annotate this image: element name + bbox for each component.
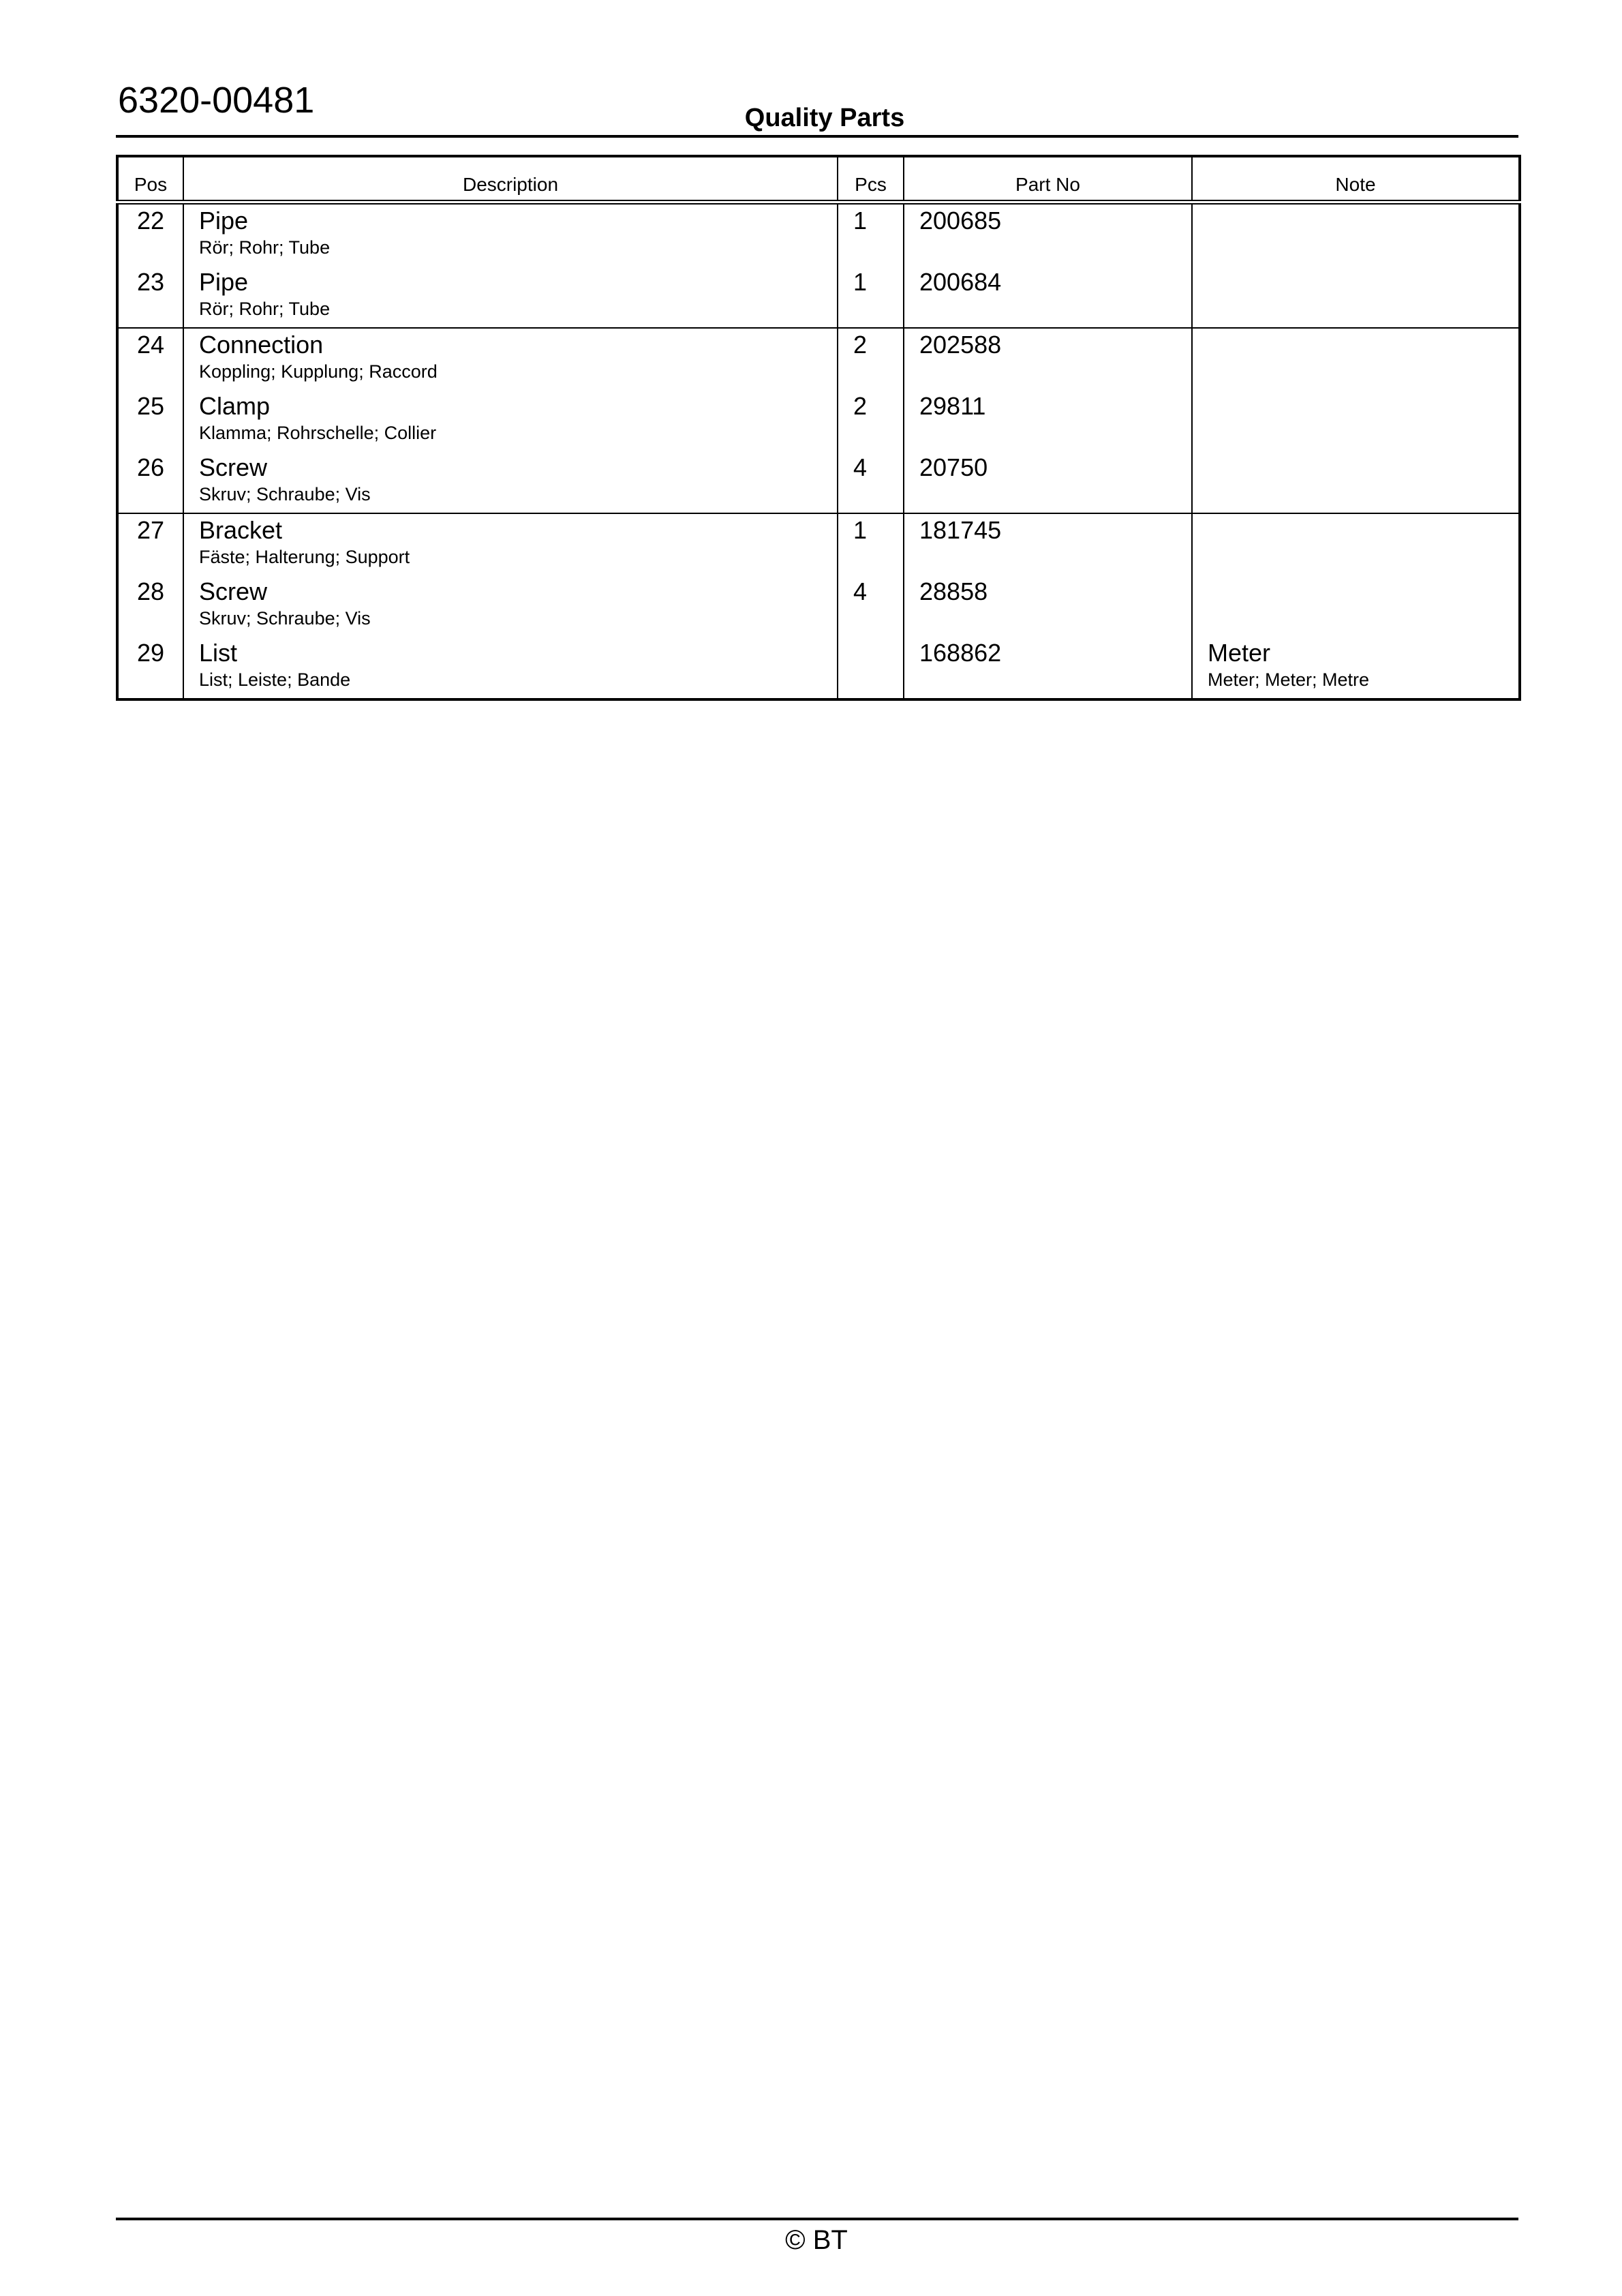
description-cell: [183, 513, 838, 575]
page-title: Quality Parts: [744, 104, 905, 132]
pos-cell: 23: [117, 266, 183, 328]
table-row: [117, 513, 1520, 575]
description-cell: [183, 328, 838, 390]
description-translations: Rör; Rohr; Tube: [199, 237, 331, 258]
part-no-cell: 181745: [904, 513, 1192, 575]
table-header-row: [117, 156, 1520, 202]
pos-cell: 29: [117, 637, 183, 699]
description-translations: List; Leiste; Bande: [199, 669, 351, 690]
description-text: Screw: [199, 453, 268, 481]
pcs-cell: 1: [838, 202, 904, 267]
footer-divider: [116, 2218, 1518, 2220]
pos-cell: 25: [117, 390, 183, 451]
pcs-cell: 2: [838, 390, 904, 451]
description-translations: Skruv; Schraube; Vis: [199, 608, 371, 629]
column-header-pcs: Pcs: [838, 156, 904, 202]
description-text: Pipe: [199, 268, 249, 296]
description-translations: Rör; Rohr; Tube: [199, 299, 331, 319]
pcs-cell: 1: [838, 513, 904, 575]
table-row: [117, 390, 1520, 451]
description-cell: [183, 451, 838, 513]
table-row: [117, 451, 1520, 513]
description-cell: [183, 575, 838, 637]
table-row: [117, 266, 1520, 328]
column-header-pos: Pos: [117, 156, 183, 202]
part-no-cell: 200684: [904, 266, 1192, 328]
description-text: Bracket: [199, 516, 283, 544]
description-cell: [183, 390, 838, 451]
column-header-note: Note: [1192, 156, 1520, 202]
column-header-description: Description: [183, 156, 838, 202]
description-cell: [183, 637, 838, 699]
note-cell: [1192, 575, 1520, 637]
table-row: [117, 575, 1520, 637]
description-text: List: [199, 639, 238, 667]
description-text: Connection: [199, 331, 324, 359]
description-text: Clamp: [199, 392, 271, 420]
part-no-cell: 20750: [904, 451, 1192, 513]
pos-cell: 27: [117, 513, 183, 575]
header-divider: [116, 135, 1518, 138]
note-text: Meter: [1208, 639, 1271, 667]
pcs-cell: 4: [838, 451, 904, 513]
pcs-cell: 4: [838, 575, 904, 637]
note-cell: [1192, 637, 1520, 699]
table-row: [117, 328, 1520, 390]
pcs-cell: 2: [838, 328, 904, 390]
column-header-part-no: Part No: [904, 156, 1192, 202]
note-cell: [1192, 266, 1520, 328]
description-translations: Klamma; Rohrschelle; Collier: [199, 423, 437, 443]
pos-cell: 28: [117, 575, 183, 637]
parts-table: [116, 155, 1521, 701]
description-cell: [183, 266, 838, 328]
pcs-cell: [838, 637, 904, 699]
part-no-cell: 168862: [904, 637, 1192, 699]
part-no-cell: 202588: [904, 328, 1192, 390]
part-no-cell: 28858: [904, 575, 1192, 637]
note-translations: Meter; Meter; Metre: [1208, 669, 1370, 690]
description-translations: Koppling; Kupplung; Raccord: [199, 361, 438, 382]
note-cell: [1192, 202, 1520, 267]
pos-cell: 26: [117, 451, 183, 513]
table-row: [117, 637, 1520, 699]
pos-cell: 24: [117, 328, 183, 390]
pcs-cell: 1: [838, 266, 904, 328]
note-cell: [1192, 390, 1520, 451]
description-cell: [183, 202, 838, 267]
part-no-cell: 200685: [904, 202, 1192, 267]
table-row: [117, 202, 1520, 267]
pos-cell: 22: [117, 202, 183, 267]
note-cell: [1192, 328, 1520, 390]
document-number: 6320-00481: [118, 80, 315, 121]
description-text: Screw: [199, 577, 268, 605]
description-text: Pipe: [199, 207, 249, 235]
description-translations: Fäste; Halterung; Support: [199, 547, 410, 567]
note-cell: [1192, 513, 1520, 575]
copyright-text: © BT: [785, 2225, 848, 2255]
part-no-cell: 29811: [904, 390, 1192, 451]
description-translations: Skruv; Schraube; Vis: [199, 484, 371, 504]
note-cell: [1192, 451, 1520, 513]
